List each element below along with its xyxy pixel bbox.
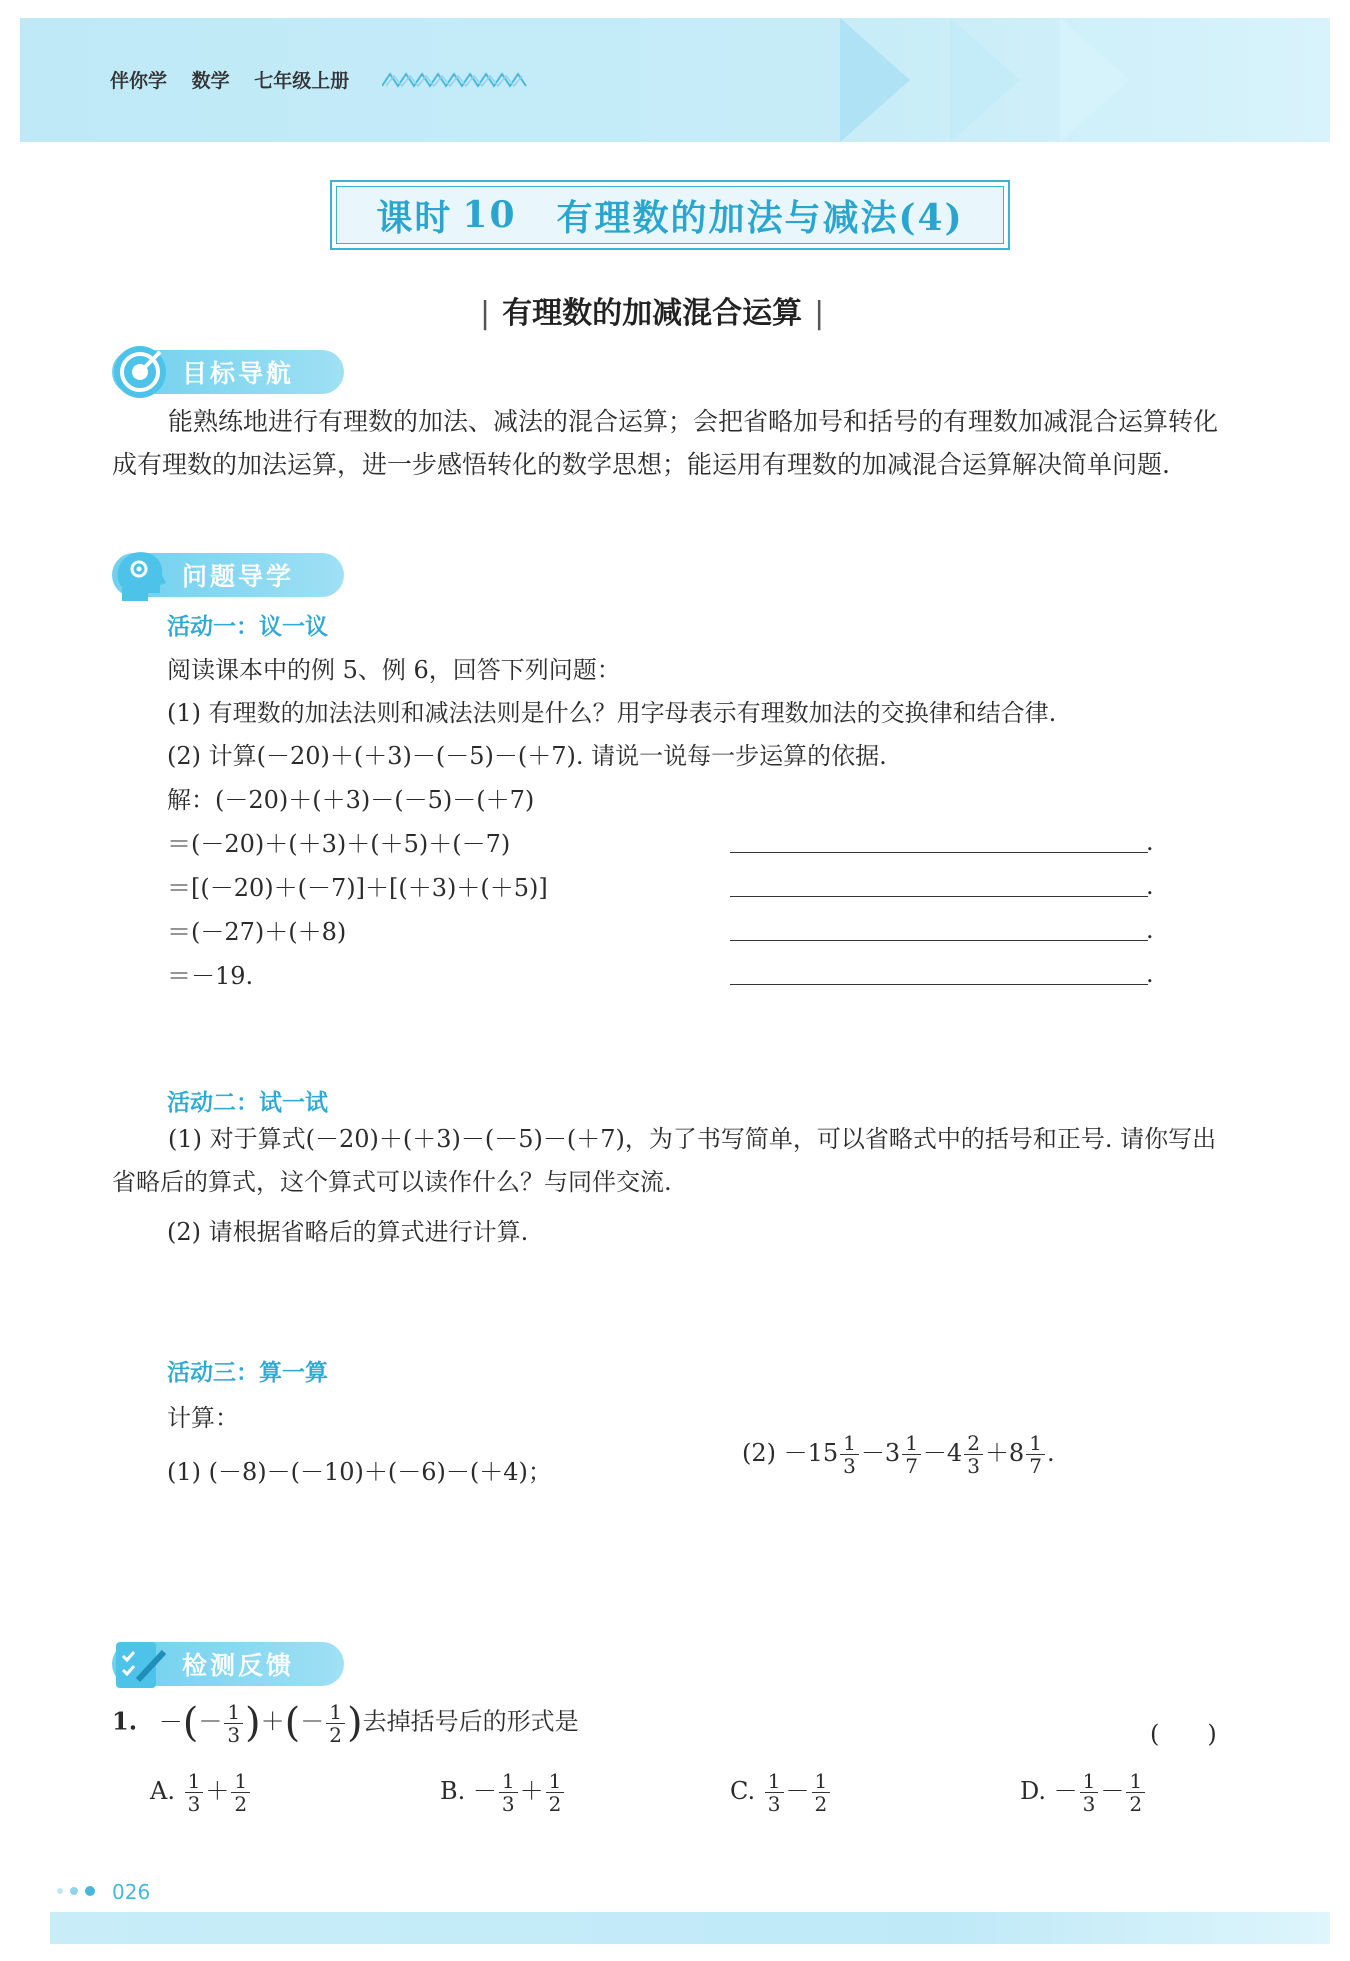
answer-paren[interactable]: ( ) — [1150, 1720, 1217, 1748]
option-d[interactable]: D. － $\frac{1}{3}$ － $\frac{1}{2}$ — [1020, 1770, 1147, 1815]
feedback-tag-label: 检测反馈 — [182, 1651, 295, 1680]
lesson-title — [336, 186, 1004, 244]
fraction: $\frac{1}{7}$ — [1026, 1432, 1045, 1477]
activity3-q2: (2) －15 $\frac{1}{3}$ －3 $\frac{1}{7}$ －4 $\frac{2}{3}$ ＋8 $\frac{1}{7}$ . — [742, 1431, 1055, 1478]
fraction: $\frac{1}{2}$ — [231, 1770, 250, 1815]
subtitle-text: 有理数的加减混合运算 — [502, 296, 803, 331]
option-c[interactable]: C. $\frac{1}{3}$ － $\frac{1}{2}$ — [730, 1770, 832, 1815]
fraction: $\frac{1}{3}$ — [185, 1770, 204, 1815]
goals-tag — [112, 350, 344, 394]
blank-period: . — [1146, 828, 1154, 856]
lesson-prefix: 课时 — [376, 196, 453, 239]
dots-decoration — [52, 1883, 108, 1899]
question-number: 1. — [112, 1706, 138, 1736]
activity1-intro: 阅读课本中的例 5、例 6，回答下列问题： — [167, 656, 621, 684]
page-number: 026 — [112, 1880, 151, 1904]
study-tag — [112, 553, 344, 597]
answer-blank[interactable] — [730, 896, 1148, 897]
fraction: $\frac{1}{7}$ — [902, 1432, 921, 1477]
blank-period: . — [1146, 916, 1154, 944]
header-item: 七年级上册 — [254, 70, 350, 92]
blank-period: . — [1146, 872, 1154, 900]
fraction: $\frac{1}{3}$ — [1080, 1770, 1099, 1815]
mixed-number-whole: －15 — [783, 1439, 839, 1467]
head-gear-icon — [112, 547, 168, 603]
feedback-question-1: 1. －(－ $\frac{1}{3}$ )＋(－ $\frac{1}{2}$ )去掉括号后的形式是 — [112, 1699, 579, 1747]
study-tag-label: 问题导学 — [182, 562, 295, 591]
fraction: $\frac{1}{2}$ — [1126, 1770, 1145, 1815]
zigzag-decoration — [382, 70, 527, 88]
activity2-title: 活动二：试一试 — [167, 1090, 328, 1116]
option-b[interactable]: B. － $\frac{1}{3}$ ＋ $\frac{1}{2}$ — [440, 1770, 566, 1815]
lesson-number: 10 — [462, 194, 517, 236]
activity2-q2: (2) 请根据省略后的算式进行计算. — [167, 1218, 529, 1246]
solution-step: 解：(－20)＋(＋3)－(－5)－(＋7) — [167, 786, 535, 814]
option-a[interactable]: A. $\frac{1}{3}$ ＋ $\frac{1}{2}$ — [150, 1770, 252, 1815]
section-subtitle: | 有理数的加减混合运算 | — [480, 296, 825, 331]
solution-step: ＝[(－20)＋(－7)]＋[(＋3)＋(＋5)] — [167, 874, 548, 902]
blank-period: . — [1146, 960, 1154, 988]
answer-blank[interactable] — [730, 984, 1148, 985]
activity3-intro: 计算： — [167, 1404, 239, 1432]
solution-step: ＝－19. — [167, 962, 254, 990]
chevron-decoration — [950, 18, 1020, 142]
mixed-number-whole: ＋8 — [984, 1439, 1025, 1467]
activity1-q2: (2) 计算(－20)＋(＋3)－(－5)－(＋7). 请说一说每一步运算的依据. — [167, 742, 887, 770]
goals-tag-label: 目标导航 — [182, 359, 295, 388]
checklist-icon — [112, 1636, 168, 1692]
fraction: $\frac{1}{3}$ — [499, 1770, 518, 1815]
fraction: $\frac{2}{3}$ — [964, 1432, 983, 1477]
fraction: $\frac{1}{3}$ — [765, 1770, 784, 1815]
solution-step: ＝(－27)＋(＋8) — [167, 918, 347, 946]
fraction: $\frac{1}{2}$ — [546, 1770, 565, 1815]
book-header — [110, 66, 367, 93]
header-item: 数学 — [191, 70, 230, 92]
mixed-number-whole: －3 — [860, 1439, 901, 1467]
fraction: $\frac{1}{3}$ — [840, 1432, 859, 1477]
q2-prefix: (2) — [742, 1439, 784, 1467]
mixed-number-whole: －4 — [922, 1439, 963, 1467]
answer-blank[interactable] — [730, 940, 1148, 941]
solution-step: ＝(－20)＋(＋3)＋(＋5)＋(－7) — [167, 830, 511, 858]
chevron-decoration — [1060, 18, 1130, 142]
target-icon — [112, 344, 168, 400]
fraction: $\frac{1}{2}$ — [326, 1701, 345, 1746]
lesson-name: 有理数的加法与减法(4) — [556, 196, 964, 239]
goals-text: 能熟练地进行有理数的加法、减法的混合运算；会把省略加号和括号的有理数加减混合运算转化成有理数的加法运算，进一步感悟转化的数学思想；能运用有理数的加减混合运算解决简单问题. — [112, 407, 1219, 479]
activity3-title: 活动三：算一算 — [167, 1360, 328, 1386]
activity1-q1: (1) 有理数的加法法则和减法法则是什么？用字母表示有理数加法的交换律和结合律. — [167, 699, 1057, 727]
chevron-decoration — [840, 18, 910, 142]
answer-blank[interactable] — [730, 852, 1148, 853]
feedback-tag — [112, 1642, 344, 1686]
activity2-q1: (1) 对于算式(－20)＋(＋3)－(－5)－(＋7)，为了书写简单，可以省略式中的括号和正号. 请你写出省略后的算式，这个算式可以读作什么？与同伴交流. — [112, 1125, 1217, 1196]
question-text: 去掉括号后的形式是 — [362, 1707, 579, 1736]
fraction: $\frac{1}{3}$ — [224, 1701, 243, 1746]
activity1-title: 活动一：议一议 — [167, 614, 328, 640]
footer-band — [50, 1912, 1330, 1944]
lesson-title-box — [330, 180, 1010, 250]
fraction: $\frac{1}{2}$ — [812, 1770, 831, 1815]
activity3-q1: (1) (－8)－(－10)＋(－6)－(＋4)； — [167, 1458, 552, 1486]
header-item: 伴你学 — [110, 70, 168, 92]
